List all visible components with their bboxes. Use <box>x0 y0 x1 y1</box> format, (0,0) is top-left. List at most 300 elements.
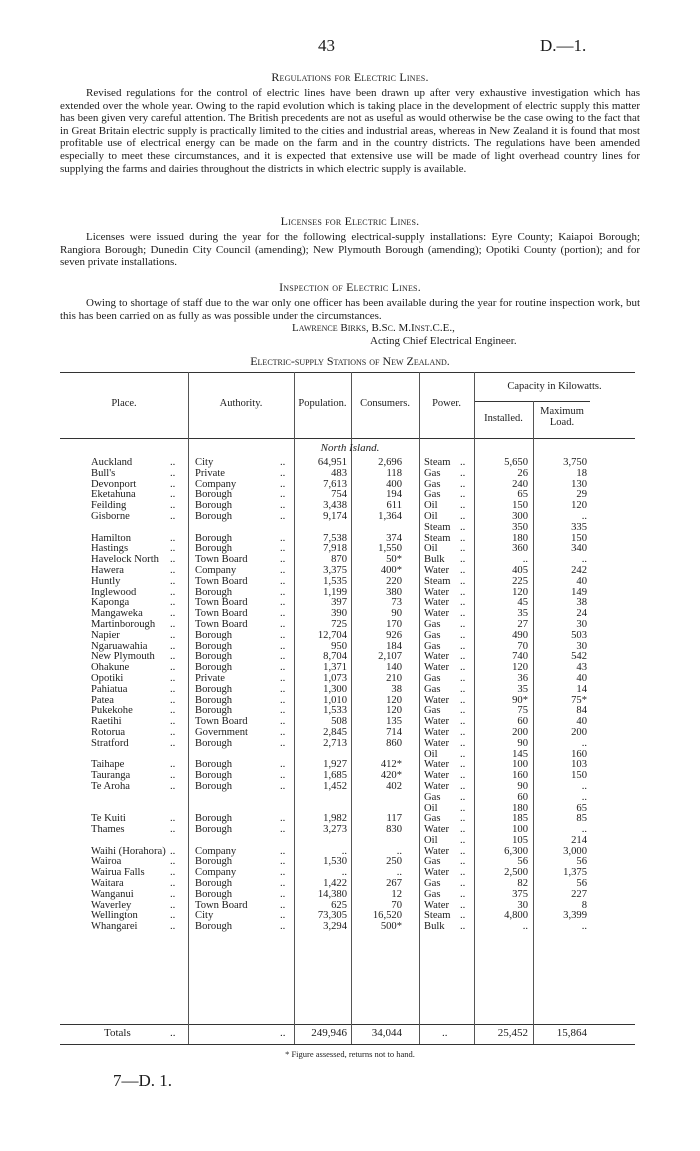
place-cell: Hamilton <box>91 532 132 544</box>
place-cell: Te Aroha <box>91 780 130 792</box>
installed-cell: 2,500 <box>504 867 528 879</box>
dot-leader: .. <box>280 716 286 728</box>
dot-leader: .. <box>280 467 286 479</box>
header-power: Power. <box>432 398 461 409</box>
dot-leader: .. <box>280 672 286 684</box>
dot-leader: .. <box>280 575 286 587</box>
place-cell: Raetihi <box>91 716 122 728</box>
max-load-cell: 214 <box>571 834 587 846</box>
dot-leader: .. <box>170 575 176 587</box>
population-cell: 1,530 <box>323 856 347 868</box>
place-cell: Kaponga <box>91 597 130 609</box>
population-cell: 754 <box>331 489 347 501</box>
authority-cell: Company <box>195 867 237 879</box>
totals-consumers: 34,044 <box>371 1027 402 1039</box>
consumers-cell: 117 <box>386 813 402 825</box>
max-load-cell: 85 <box>576 813 587 825</box>
consumers-cell: 90 <box>391 608 402 620</box>
dot-leader: .. <box>280 489 286 501</box>
max-load-cell: 542 <box>571 651 587 663</box>
population-cell: 870 <box>331 554 347 566</box>
consumers-cell: 50* <box>386 554 402 566</box>
dot-leader: .. <box>460 726 466 738</box>
inspection-heading: Inspection of Electric Lines. <box>279 280 421 294</box>
table-body <box>0 458 700 933</box>
dot-leader: .. <box>170 618 176 630</box>
power-cell: Gas <box>424 640 441 652</box>
installed-cell: 120 <box>512 662 528 674</box>
consumers-cell: 38 <box>391 683 402 695</box>
place-cell: Martinborough <box>91 618 156 630</box>
installed-cell: 60 <box>517 716 528 728</box>
dot-leader: .. <box>280 705 286 717</box>
dot-leader: .. <box>280 554 286 566</box>
header-authority: Authority. <box>219 398 263 409</box>
dot-leader: .. <box>280 867 286 879</box>
dot-leader: .. <box>460 824 466 836</box>
dot-leader: .. <box>280 921 286 933</box>
max-load-cell: 130 <box>571 478 587 490</box>
max-load-cell: 1,375 <box>563 867 587 879</box>
population-cell: 1,073 <box>323 672 347 684</box>
population-cell: 1,533 <box>323 705 347 717</box>
licenses-heading: Licenses for Electric Lines. <box>280 214 420 228</box>
dot-leader: .. <box>460 564 466 576</box>
consumers-cell: 926 <box>386 629 402 641</box>
place-cell: Pukekohe <box>91 705 133 717</box>
header-capacity: Capacity in Kilowatts. <box>507 381 602 392</box>
population-cell: 7,538 <box>323 532 347 544</box>
authority-cell: Town Board <box>195 554 248 566</box>
regulations-section <box>60 70 640 175</box>
max-load-cell: 149 <box>571 586 587 598</box>
population-cell: 1,371 <box>323 662 347 674</box>
installed-cell: .. <box>522 921 528 933</box>
consumers-cell: 830 <box>386 824 402 836</box>
population-cell: 8,704 <box>323 651 347 663</box>
max-load-cell: .. <box>581 921 587 933</box>
dot-leader: .. <box>170 824 176 836</box>
regulations-text: Revised regulations for the control of electric lines have been drawn up after very exhaustive investigation which has extended over the whole year. Owing to the rapid evolution which is taking place in the development of electric supply this matter has been given very careful attention. The British precedents are not as useful as would otherwise be the case owing to the fact that in Great Britain electric supply is practically limited to the cities and industrial areas, whereas in New Zealand it is found that most profitable use of electrical energy can be made on the farm and in the country districts. The regulations have been amended especially to meet these circumstances, and it is expected that extensive use will be made of light overhead country lines for supplying the farms and dairies throughout the districts in which electric supply is available. <box>60 87 640 175</box>
place-cell: Auckland <box>91 457 133 468</box>
dot-leader: .. <box>460 608 466 620</box>
dot-leader: .. <box>280 737 286 749</box>
dot-leader: .. <box>170 780 176 792</box>
installed-cell: 150 <box>512 500 528 512</box>
power-cell: Steam <box>424 457 451 468</box>
dot-leader: .. <box>280 824 286 836</box>
consumers-cell: 220 <box>386 575 402 587</box>
dot-leader: .. <box>280 845 286 857</box>
dot-leader: .. <box>170 586 176 598</box>
installed-cell: 200 <box>512 726 528 738</box>
power-cell: Water <box>424 564 450 576</box>
power-cell: Water <box>424 651 450 663</box>
max-load-cell: .. <box>581 737 587 749</box>
dot-leader: .. <box>170 564 176 576</box>
power-cell: Water <box>424 770 450 782</box>
power-cell: Oil <box>424 748 438 760</box>
consumers-cell: 1,550 <box>378 543 402 555</box>
dot-leader: .. <box>460 867 466 879</box>
dot-leader: .. <box>460 640 466 652</box>
dot-leader: .. <box>170 608 176 620</box>
dot-leader: .. <box>280 1027 286 1039</box>
authority-cell: Borough <box>195 921 233 933</box>
totals-top-rule <box>60 1024 635 1025</box>
dot-leader: .. <box>280 726 286 738</box>
dot-leader: .. <box>460 532 466 544</box>
consumers-cell: 12 <box>391 888 402 900</box>
dot-leader: .. <box>460 878 466 890</box>
dot-leader: .. <box>460 651 466 663</box>
power-cell: Water <box>424 867 450 879</box>
power-cell: Oil <box>424 802 438 814</box>
max-load-cell: 40 <box>576 575 587 587</box>
power-cell: Water <box>424 608 450 620</box>
max-load-cell: 150 <box>571 532 587 544</box>
population-cell: 2,713 <box>323 737 347 749</box>
authority-cell: Town Board <box>195 575 248 587</box>
population-cell: 7,613 <box>323 478 347 490</box>
dot-leader: .. <box>460 770 466 782</box>
max-load-cell: 503 <box>571 629 587 641</box>
consumers-cell: 73 <box>391 597 402 609</box>
dot-leader: .. <box>460 510 466 522</box>
installed-cell: 26 <box>517 467 528 479</box>
population-cell: 508 <box>331 716 347 728</box>
place-cell: Huntly <box>91 575 121 587</box>
power-cell: Steam <box>424 910 451 922</box>
place-cell: Tauranga <box>91 770 131 782</box>
installed-cell: 100 <box>512 824 528 836</box>
population-cell: .. <box>341 845 347 857</box>
authority-cell: Borough <box>195 888 233 900</box>
max-load-cell: 56 <box>576 878 587 890</box>
authority-cell: Borough <box>195 759 233 771</box>
island-subheading: North Island. <box>320 442 380 454</box>
dot-leader: .. <box>460 586 466 598</box>
dot-leader: .. <box>170 716 176 728</box>
consumers-cell: 118 <box>386 467 402 479</box>
table-row <box>0 739 700 750</box>
consumers-cell: 860 <box>386 737 402 749</box>
signature-title: Acting Chief Electrical Engineer. <box>370 335 517 347</box>
dot-leader: .. <box>170 543 176 555</box>
dot-leader: .. <box>460 759 466 771</box>
population-cell: 950 <box>331 640 347 652</box>
place-cell: Patea <box>91 694 114 706</box>
dot-leader: .. <box>170 899 176 911</box>
power-cell: Water <box>424 597 450 609</box>
table-row <box>0 685 700 696</box>
dot-leader: .. <box>170 532 176 544</box>
dot-leader: .. <box>170 856 176 868</box>
totals-max-load: 15,864 <box>556 1027 587 1039</box>
table-row <box>0 512 700 523</box>
installed-cell: 36 <box>517 672 528 684</box>
power-cell: Water <box>424 586 450 598</box>
consumers-cell: 1,364 <box>378 510 402 522</box>
population-cell: 483 <box>331 467 347 479</box>
consumers-cell: 210 <box>386 672 402 684</box>
dot-leader: .. <box>280 878 286 890</box>
power-cell: Gas <box>424 467 441 479</box>
population-cell: 1,535 <box>323 575 347 587</box>
dot-leader: .. <box>280 662 286 674</box>
max-load-cell: .. <box>581 554 587 566</box>
installed-cell: 145 <box>512 748 528 760</box>
table-row <box>0 793 700 804</box>
totals-label: Totals <box>104 1027 131 1039</box>
place-cell: Stratford <box>91 737 129 749</box>
dot-leader: .. <box>460 478 466 490</box>
place-cell: Wairua Falls <box>91 867 145 879</box>
installed-cell: 90* <box>512 694 528 706</box>
place-cell: Wellington <box>91 910 138 922</box>
place-cell: Eketahuna <box>91 489 136 501</box>
dot-leader: .. <box>280 618 286 630</box>
dot-leader: .. <box>280 813 286 825</box>
authority-cell: Borough <box>195 629 233 641</box>
consumers-cell: 500* <box>380 921 402 933</box>
dot-leader: .. <box>170 672 176 684</box>
power-cell: Gas <box>424 813 441 825</box>
dot-leader: .. <box>460 500 466 512</box>
place-cell: Wairoa <box>91 856 122 868</box>
place-cell: Devonport <box>91 478 137 490</box>
consumers-cell: .. <box>396 845 402 857</box>
totals-population: 249,946 <box>311 1027 347 1039</box>
authority-cell: Borough <box>195 780 233 792</box>
place-cell: Ngaruawahia <box>91 640 148 652</box>
header-population: Population. <box>298 398 347 409</box>
authority-cell: Company <box>195 564 237 576</box>
dot-leader: .. <box>280 510 286 522</box>
consumers-cell: 400* <box>380 564 402 576</box>
dot-leader: .. <box>460 457 466 468</box>
max-load-cell: .. <box>581 791 587 803</box>
authority-cell: Borough <box>195 543 233 555</box>
place-cell: New Plymouth <box>91 651 155 663</box>
consumers-cell: 16,520 <box>372 910 402 922</box>
installed-cell: 120 <box>512 586 528 598</box>
power-cell: Gas <box>424 705 441 717</box>
installed-cell: 35 <box>517 608 528 620</box>
dot-leader: .. <box>170 457 176 468</box>
dot-leader: .. <box>280 608 286 620</box>
dot-leader: .. <box>460 521 466 533</box>
table-row <box>0 577 700 588</box>
place-cell: Waverley <box>91 899 132 911</box>
dot-leader: .. <box>170 694 176 706</box>
authority-cell: Borough <box>195 856 233 868</box>
page-reference: D.—1. <box>540 36 587 55</box>
consumers-cell: 380 <box>386 586 402 598</box>
place-cell: Hawera <box>91 564 124 576</box>
max-load-cell: .. <box>581 780 587 792</box>
consumers-cell: 140 <box>386 662 402 674</box>
power-cell: Gas <box>424 489 441 501</box>
installed-cell: 75 <box>517 705 528 717</box>
consumers-cell: 374 <box>386 532 402 544</box>
installed-cell: 30 <box>517 899 528 911</box>
max-load-cell: .. <box>581 510 587 522</box>
installed-cell: 375 <box>512 888 528 900</box>
max-load-cell: 30 <box>576 640 587 652</box>
dot-leader: .. <box>280 532 286 544</box>
table-bottom-rule <box>60 1044 635 1045</box>
place-cell: Hastings <box>91 543 129 555</box>
power-cell: Gas <box>424 878 441 890</box>
place-cell: Napier <box>91 629 120 641</box>
dot-leader: .. <box>460 683 466 695</box>
installed-cell: 490 <box>512 629 528 641</box>
dot-leader: .. <box>170 737 176 749</box>
power-cell: Water <box>424 899 450 911</box>
consumers-cell: 412* <box>380 759 402 771</box>
dot-leader: .. <box>170 705 176 717</box>
dot-leader: .. <box>460 899 466 911</box>
authority-cell: Borough <box>195 651 233 663</box>
installed-cell: 240 <box>512 478 528 490</box>
power-cell: Water <box>424 780 450 792</box>
power-cell: Oil <box>424 500 438 512</box>
signature-name: Lawrence Birks, B.Sc. M.Inst.C.E., <box>292 322 455 334</box>
dot-leader: .. <box>280 910 286 922</box>
population-cell: 1,982 <box>323 813 347 825</box>
dot-leader: .. <box>280 694 286 706</box>
dot-leader: .. <box>280 478 286 490</box>
installed-cell: 90 <box>517 737 528 749</box>
dot-leader: .. <box>170 813 176 825</box>
dot-leader: .. <box>460 845 466 857</box>
dot-leader: .. <box>170 478 176 490</box>
dot-leader: .. <box>280 543 286 555</box>
power-cell: Steam <box>424 532 451 544</box>
regulations-heading: Regulations for Electric Lines. <box>271 70 429 84</box>
population-cell: 3,375 <box>323 564 347 576</box>
dot-leader: .. <box>280 683 286 695</box>
installed-cell: 4,800 <box>504 910 528 922</box>
dot-leader: .. <box>460 705 466 717</box>
authority-cell: Borough <box>195 500 233 512</box>
dot-leader: .. <box>460 629 466 641</box>
table-header-rule <box>60 438 635 439</box>
dot-leader: .. <box>460 672 466 684</box>
power-cell: Bulk <box>424 554 445 566</box>
installed-cell: 185 <box>512 813 528 825</box>
dot-leader: .. <box>170 510 176 522</box>
dot-leader: .. <box>170 921 176 933</box>
dot-leader: .. <box>280 564 286 576</box>
max-load-cell: 3,000 <box>563 845 587 857</box>
authority-cell: Borough <box>195 705 233 717</box>
installed-cell: 180 <box>512 532 528 544</box>
dot-leader: .. <box>280 597 286 609</box>
dot-leader: .. <box>280 629 286 641</box>
totals-power: .. <box>442 1027 448 1039</box>
population-cell: 1,452 <box>323 780 347 792</box>
consumers-cell: 420* <box>380 770 402 782</box>
place-cell: Waitara <box>91 878 124 890</box>
max-load-cell: .. <box>581 824 587 836</box>
footnote: * Figure assessed, returns not to hand. <box>285 1049 415 1059</box>
dot-leader: .. <box>280 586 286 598</box>
max-load-cell: 38 <box>576 597 587 609</box>
installed-cell: 65 <box>517 489 528 501</box>
dot-leader: .. <box>280 899 286 911</box>
max-load-cell: 227 <box>571 888 587 900</box>
power-cell: Water <box>424 694 450 706</box>
place-cell: Gisborne <box>91 510 130 522</box>
population-cell: 725 <box>331 618 347 630</box>
installed-cell: 5,650 <box>504 457 528 468</box>
power-cell: Water <box>424 716 450 728</box>
installed-cell: 100 <box>512 759 528 771</box>
dot-leader: .. <box>460 716 466 728</box>
consumers-cell: 2,107 <box>378 651 402 663</box>
population-cell: 390 <box>331 608 347 620</box>
authority-cell: Government <box>195 726 248 738</box>
max-load-cell: 242 <box>571 564 587 576</box>
dot-leader: .. <box>460 813 466 825</box>
place-cell: Bull's <box>91 467 116 479</box>
authority-cell: Town Board <box>195 608 248 620</box>
installed-cell: 160 <box>512 770 528 782</box>
dot-leader: .. <box>170 770 176 782</box>
installed-cell: 35 <box>517 683 528 695</box>
consumers-cell: 120 <box>386 694 402 706</box>
power-cell: Gas <box>424 478 441 490</box>
population-cell: .. <box>341 867 347 879</box>
dot-leader: .. <box>170 500 176 512</box>
consumers-cell: 402 <box>386 780 402 792</box>
authority-cell: Borough <box>195 878 233 890</box>
authority-cell: Borough <box>195 532 233 544</box>
table-top-rule <box>60 372 635 373</box>
dot-leader: .. <box>460 856 466 868</box>
population-cell: 3,438 <box>323 500 347 512</box>
consumers-cell: 250 <box>386 856 402 868</box>
authority-cell: Town Board <box>195 618 248 630</box>
authority-cell: Borough <box>195 683 233 695</box>
population-cell: 73,305 <box>317 910 347 922</box>
dot-leader: .. <box>460 910 466 922</box>
installed-cell: .. <box>522 554 528 566</box>
max-load-cell: 335 <box>571 521 587 533</box>
max-load-cell: 43 <box>576 662 587 674</box>
authority-cell: Borough <box>195 694 233 706</box>
dot-leader: .. <box>280 500 286 512</box>
header-max-load: Maximum Load. <box>540 406 584 428</box>
installed-cell: 56 <box>517 856 528 868</box>
consumers-cell: 170 <box>386 618 402 630</box>
dot-leader: .. <box>170 554 176 566</box>
max-load-cell: 29 <box>576 489 587 501</box>
power-cell: Gas <box>424 672 441 684</box>
power-cell: Water <box>424 726 450 738</box>
authority-cell: Borough <box>195 510 233 522</box>
population-cell: 1,300 <box>323 683 347 695</box>
authority-cell: Borough <box>195 586 233 598</box>
dot-leader: .. <box>460 662 466 674</box>
authority-cell: City <box>195 457 214 468</box>
population-cell: 1,927 <box>323 759 347 771</box>
consumers-cell: 611 <box>386 500 402 512</box>
place-cell: Wanganui <box>91 888 134 900</box>
authority-cell: Company <box>195 478 237 490</box>
